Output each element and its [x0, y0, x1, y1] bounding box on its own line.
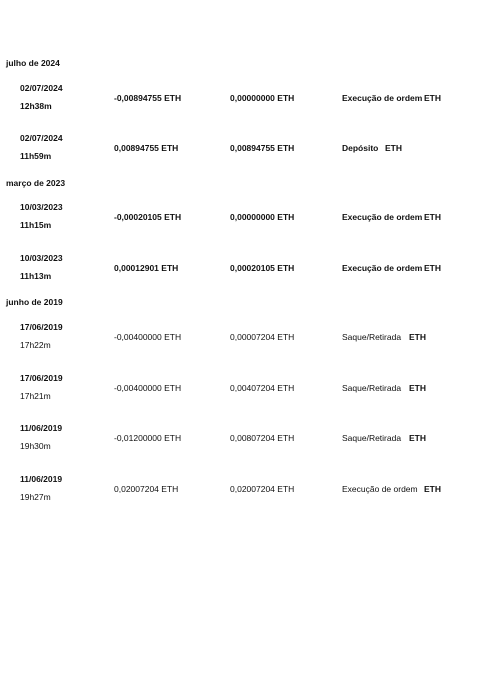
transaction-time: 11h59m [20, 151, 52, 161]
transaction-balance: 0,00000000 ETH [230, 212, 295, 222]
transaction-balance: 0,00000000 ETH [230, 93, 295, 103]
transaction-row [0, 202, 480, 246]
transaction-time: 19h30m [20, 441, 51, 451]
transaction-amount: -0,00020105 ETH [114, 212, 182, 222]
transaction-time: 17h22m [20, 340, 51, 350]
transaction-time: 17h21m [20, 391, 51, 401]
transaction-type: Execução de ordem [342, 93, 423, 103]
transaction-type: Execução de ordem [342, 212, 423, 222]
transaction-type: Saque/Retirada [342, 433, 402, 443]
transaction-time: 12h38m [20, 101, 52, 111]
transaction-date: 02/07/2024 [20, 133, 63, 143]
transaction-balance: 0,00894755 ETH [230, 143, 295, 153]
transaction-amount: -0,00400000 ETH [114, 383, 182, 393]
transaction-row [0, 83, 480, 127]
transaction-date: 10/03/2023 [20, 202, 63, 212]
transaction-time: 11h15m [20, 220, 52, 230]
transaction-amount: 0,00894755 ETH [114, 143, 179, 153]
transaction-type: Depósito [342, 143, 379, 153]
transaction-balance: 0,00007204 ETH [230, 332, 295, 342]
transaction-row [0, 423, 480, 467]
transaction-row [0, 474, 480, 518]
transaction-amount: -0,00894755 ETH [114, 93, 182, 103]
transaction-asset: ETH [409, 383, 426, 393]
transaction-date: 17/06/2019 [20, 373, 63, 383]
transaction-amount: 0,00012901 ETH [114, 263, 179, 273]
transaction-amount: 0,02007204 ETH [114, 484, 179, 494]
transaction-date: 11/06/2019 [20, 423, 63, 433]
transaction-asset: ETH [385, 143, 402, 153]
transaction-time: 19h27m [20, 492, 51, 502]
transaction-balance: 0,00807204 ETH [230, 433, 295, 443]
transaction-type: Execução de ordem [342, 484, 418, 494]
transaction-type: Execução de ordem [342, 263, 423, 273]
transaction-asset: ETH [424, 263, 441, 273]
transaction-balance: 0,00020105 ETH [230, 263, 295, 273]
transaction-time: 11h13m [20, 271, 52, 281]
transaction-row [0, 322, 480, 366]
month-heading: junho de 2019 [6, 297, 63, 307]
transaction-row [0, 253, 480, 297]
transaction-asset: ETH [424, 484, 441, 494]
transaction-asset: ETH [424, 93, 441, 103]
transaction-date: 11/06/2019 [20, 474, 63, 484]
transaction-date: 02/07/2024 [20, 83, 63, 93]
transaction-amount: -0,00400000 ETH [114, 332, 182, 342]
transaction-type: Saque/Retirada [342, 383, 402, 393]
transaction-amount: -0,01200000 ETH [114, 433, 182, 443]
month-heading: março de 2023 [6, 178, 66, 188]
transaction-date: 17/06/2019 [20, 322, 63, 332]
transaction-asset: ETH [424, 212, 441, 222]
month-heading: julho de 2024 [6, 58, 60, 68]
transaction-date: 10/03/2023 [20, 253, 63, 263]
transaction-balance: 0,00407204 ETH [230, 383, 295, 393]
transaction-asset: ETH [409, 332, 426, 342]
transaction-asset: ETH [409, 433, 426, 443]
transaction-type: Saque/Retirada [342, 332, 402, 342]
transaction-row [0, 373, 480, 417]
transaction-row [0, 133, 480, 177]
transaction-balance: 0,02007204 ETH [230, 484, 295, 494]
